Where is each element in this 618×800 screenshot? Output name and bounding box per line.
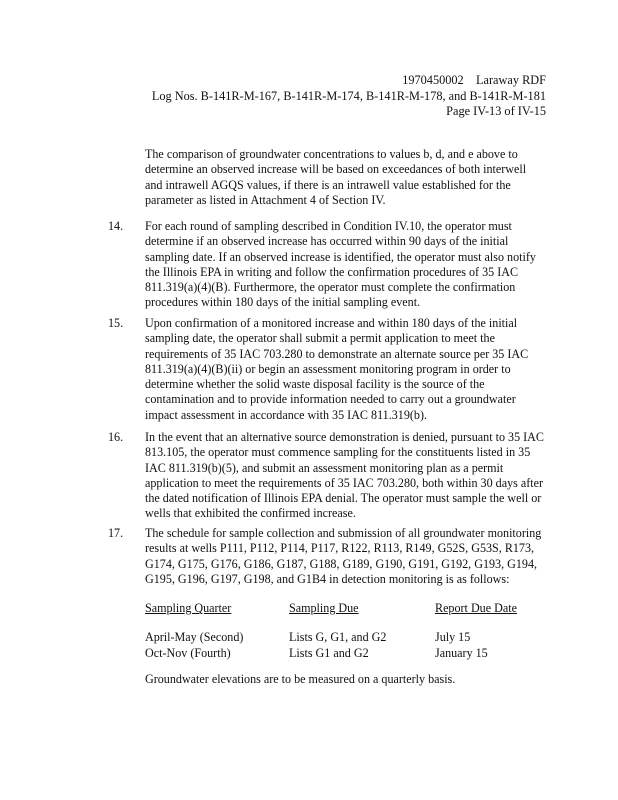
header-report-due-date: Report Due Date [435,601,517,615]
closing-note: Groundwater elevations are to be measured on a quarterly basis. [145,672,456,686]
condition-14-number: 14. [108,219,124,233]
row1-sampling-due: Lists G, G1, and G2 [289,630,387,645]
header-sampling-due: Sampling Due [289,601,359,615]
condition-16-number: 16. [108,430,124,444]
page-header [152,73,546,120]
row2-quarter: Oct-Nov (Fourth) [145,645,231,660]
condition-14-text: For each round of sampling described in Condition IV.10, the operator must determine if an observed increase has occurred within 90 days of the initial sampling date. If an observed increase is identified, the operator must also notify the Illinois EPA in writing and follow the confirmation procedures of 35 IAC 811.319(a)(4)(B). Furthermore, the operator must complete the confirmation procedures within 180 days of the initial sampling event. [145,219,536,310]
table-row [145,630,565,645]
row2-report-due: January 15 [435,645,488,660]
header-sampling-quarter: Sampling Quarter [145,601,232,615]
condition-16-text: In the event that an alternative source demonstration is denied, pursuant to 35 IAC 813.105, the operator must commence sampling for the constituents listed in 35 IAC 811.319(b)(5), and submit an assessment monitoring plan as a permit application to meet the requirements of 35 IAC 703.280, both within 30 days after the dated notification of Illinois EPA denial. The operator must sample the well or wells that exhibited the confirmed increase. [145,430,544,521]
table-row [145,646,565,661]
schedule-header-row [145,601,565,616]
row2-sampling-due: Lists G1 and G2 [289,645,369,660]
facility-id: 1970450002 Laraway RDF [402,73,546,87]
page-number: Page IV-13 of IV-15 [446,104,546,119]
condition-15-text: Upon confirmation of a monitored increase and within 180 days of the initial sampling date, the operator shall submit a permit application to meet the requirements of 35 IAC 703.280 to demonstrate an alternate source per 35 IAC 811.319(a)(4)(B)(ii) or begin an assessment monitoring program in order to determine whether the solid waste disposal facility is the source of the contamination and to provide information needed to carry out a groundwater impact assessment in accordance with 35 IAC 811.319(b). [145,316,529,422]
condition-17-text: The schedule for sample collection and submission of all groundwater monitoring results at wells P111, P112, P114, P117, R122, R113, R149, G52S, G53S, R173, G174, G175, G176, G186, G187, G188, G189, G190, G191, G192, G193, G194, G195, G196, G197, G198, and G1B4 in detection monitoring is as follows: [145,526,542,586]
condition-17-number: 17. [108,526,124,540]
log-numbers: Log Nos. B-141R-M-167, B-141R-M-174, B-141R-M-178, and B-141R-M-181 [151,88,546,103]
intro-paragraph: The comparison of groundwater concentrations to values b, d, and e above to determine an observed increase will be based on exceedances of both interwell and intrawell AGQS values, if there is an intrawell value established for the parameter as listed in Attachment 4 of Section IV. [145,147,527,207]
row1-quarter: April-May (Second) [145,630,244,645]
condition-15-number: 15. [108,316,124,330]
sampling-schedule-table [145,601,565,661]
row1-report-due: July 15 [435,630,471,645]
